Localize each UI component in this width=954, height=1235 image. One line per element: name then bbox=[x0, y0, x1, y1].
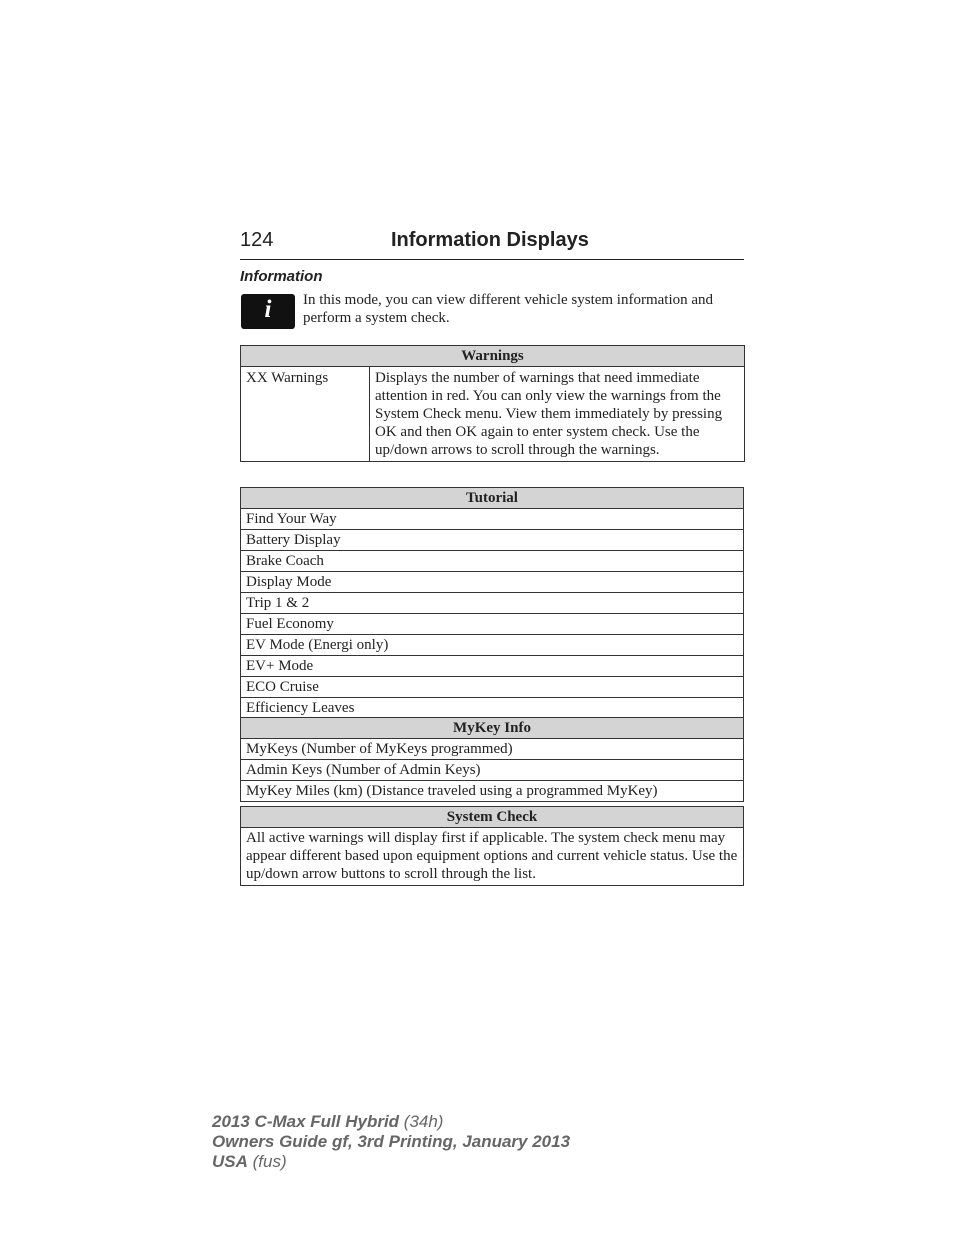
mykey-item: MyKeys (Number of MyKeys programmed) bbox=[241, 739, 744, 760]
footer-line-3 bbox=[212, 1152, 570, 1172]
mykey-row bbox=[241, 739, 744, 760]
footer-line-2 bbox=[212, 1132, 570, 1152]
intro-text: In this mode, you can view different vehicle system information and perform a system check. bbox=[303, 292, 714, 326]
tutorial-row bbox=[241, 572, 744, 593]
tutorial-row bbox=[241, 698, 744, 719]
mykey-row bbox=[241, 781, 744, 802]
footer-model: 2013 C-Max Full Hybrid bbox=[212, 1112, 400, 1131]
tutorial-row bbox=[241, 509, 744, 530]
info-icon-glyph: i bbox=[264, 296, 272, 323]
section-title: Information bbox=[240, 268, 323, 285]
mykey-table bbox=[240, 717, 744, 802]
warnings-description: Displays the number of warnings that need immediate attention in red. You can only view the warnings from the System Check menu. View them immediately by pressing OK and then OK again to enter system check. Use the up/down arrows to scroll through the warnings. bbox=[370, 367, 745, 462]
tutorial-item: EV+ Mode bbox=[241, 656, 744, 677]
warnings-table bbox=[240, 345, 745, 462]
document-footer bbox=[212, 1112, 570, 1172]
tutorial-row bbox=[241, 593, 744, 614]
footer-edition: Owners Guide gf, 3rd Printing, January 2013 bbox=[212, 1132, 571, 1151]
footer-model-code: (34h) bbox=[399, 1112, 444, 1131]
mykey-item: Admin Keys (Number of Admin Keys) bbox=[241, 760, 744, 781]
tutorial-row bbox=[241, 677, 744, 698]
warnings-label: XX Warnings bbox=[241, 367, 370, 462]
mykey-row bbox=[241, 760, 744, 781]
footer-market-code: (fus) bbox=[247, 1152, 287, 1171]
mykey-item: MyKey Miles (km) (Distance traveled using a programmed MyKey) bbox=[241, 781, 744, 802]
footer-line-1 bbox=[212, 1112, 570, 1132]
page-number: 124 bbox=[240, 229, 274, 251]
tutorial-heading: Tutorial bbox=[241, 488, 744, 509]
chapter-title: Information Displays bbox=[391, 229, 589, 251]
system-check-text: All active warnings will display first if applicable. The system check menu may appear different based upon equipment options and current vehicle status. Use the up/down arrow buttons to scroll through the list. bbox=[241, 828, 744, 886]
mykey-heading: MyKey Info bbox=[241, 718, 744, 739]
tutorial-item: EV Mode (Energi only) bbox=[241, 635, 744, 656]
tutorial-row bbox=[241, 635, 744, 656]
tutorial-item: Find Your Way bbox=[241, 509, 744, 530]
tutorial-row bbox=[241, 656, 744, 677]
tutorial-item: ECO Cruise bbox=[241, 677, 744, 698]
warnings-heading: Warnings bbox=[241, 346, 745, 367]
tutorial-item: Fuel Economy bbox=[241, 614, 744, 635]
system-check-heading: System Check bbox=[241, 807, 744, 828]
tutorial-table bbox=[240, 487, 744, 719]
tutorial-row bbox=[241, 530, 744, 551]
tutorial-item: Brake Coach bbox=[241, 551, 744, 572]
tutorial-item: Battery Display bbox=[241, 530, 744, 551]
system-check-table bbox=[240, 806, 744, 886]
info-icon bbox=[241, 294, 295, 329]
tutorial-row bbox=[241, 614, 744, 635]
tutorial-item: Display Mode bbox=[241, 572, 744, 593]
tutorial-item: Trip 1 & 2 bbox=[241, 593, 744, 614]
tutorial-row bbox=[241, 551, 744, 572]
page-header bbox=[240, 229, 744, 260]
footer-market: USA bbox=[212, 1152, 248, 1171]
tutorial-item: Efficiency Leaves bbox=[241, 698, 744, 719]
